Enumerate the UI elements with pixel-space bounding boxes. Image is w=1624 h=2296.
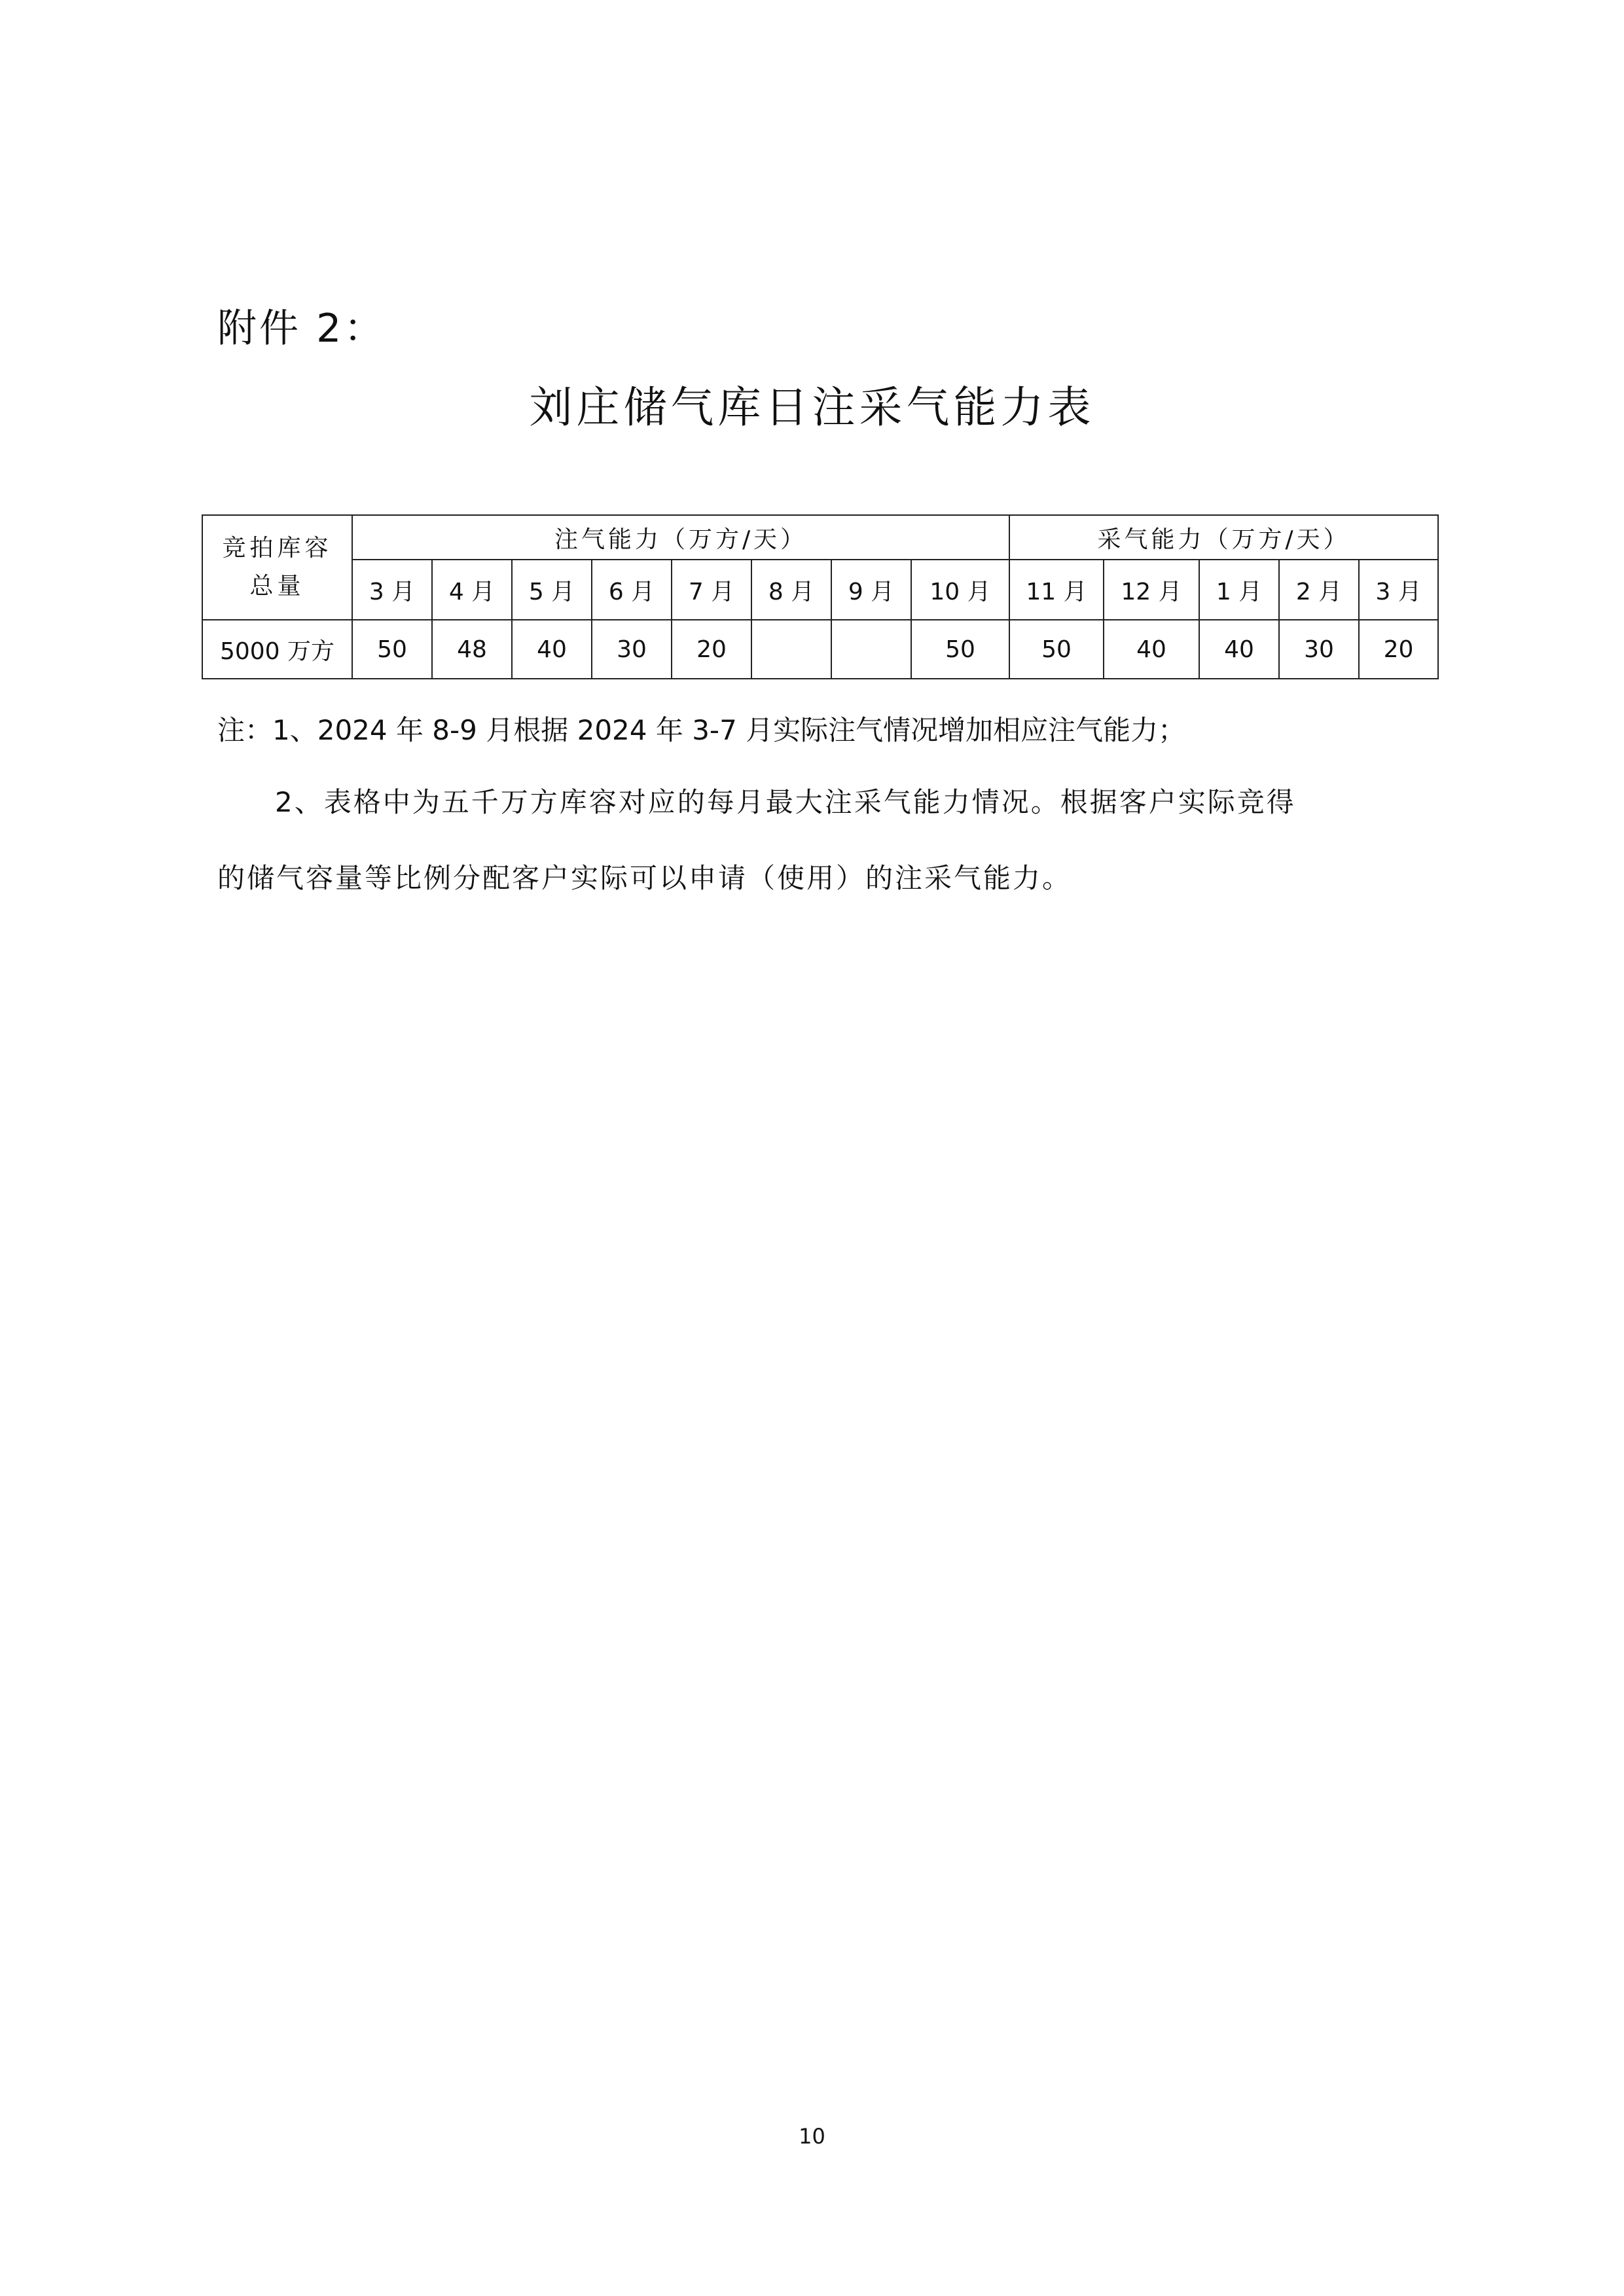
table-cell: 30	[1279, 620, 1359, 679]
month-header: 5 月	[512, 560, 592, 620]
month-header: 8 月	[751, 560, 831, 620]
table-cell: 50	[1009, 620, 1104, 679]
row-header-line1: 竞拍库容	[222, 535, 333, 562]
table-cell: 30	[592, 620, 672, 679]
month-header: 1 月	[1199, 560, 1279, 620]
capacity-table	[202, 514, 1439, 679]
row-label: 5000 万方	[202, 620, 352, 679]
note-line-3: 的储气容量等比例分配客户实际可以申请（使用）的注采气能力。	[217, 862, 1072, 894]
note-line-1: 注：1、2024 年 8-9 月根据 2024 年 3-7 月实际注气情况增加相应注气能力；	[217, 714, 1186, 746]
table-cell: 20	[1359, 620, 1438, 679]
table-cell	[751, 620, 831, 679]
row-header-cell	[202, 515, 352, 620]
month-header: 9 月	[831, 560, 911, 620]
month-header: 12 月	[1104, 560, 1199, 620]
table-cell: 50	[352, 620, 432, 679]
table-cell	[831, 620, 911, 679]
withdrawal-capacity-header: 采气能力（万方/天）	[1009, 515, 1438, 560]
table-row	[202, 620, 1438, 679]
month-header: 10 月	[911, 560, 1009, 620]
injection-capacity-header: 注气能力（万方/天）	[352, 515, 1009, 560]
month-header: 11 月	[1009, 560, 1104, 620]
month-header: 6 月	[592, 560, 672, 620]
page-title: 刘庄储气库日注采气能力表	[529, 382, 1095, 433]
month-header: 2 月	[1279, 560, 1359, 620]
page-number: 10	[799, 2124, 825, 2149]
attachment-label: 附件 2：	[217, 306, 386, 351]
table-cell: 20	[672, 620, 751, 679]
table-cell: 40	[1199, 620, 1279, 679]
month-header: 7 月	[672, 560, 751, 620]
month-header: 4 月	[432, 560, 512, 620]
month-header: 3 月	[352, 560, 432, 620]
row-header-line2: 总量	[249, 573, 305, 600]
table-cell: 40	[1104, 620, 1199, 679]
table-cell: 40	[512, 620, 592, 679]
month-header: 3 月	[1359, 560, 1438, 620]
note-line-2: 2、表格中为五千万方库容对应的每月最大注采气能力情况。根据客户实际竞得	[275, 786, 1296, 818]
table-cell: 50	[911, 620, 1009, 679]
table-cell: 48	[432, 620, 512, 679]
table-header-row-months	[202, 560, 1438, 620]
table-header-row-groups	[202, 515, 1438, 560]
